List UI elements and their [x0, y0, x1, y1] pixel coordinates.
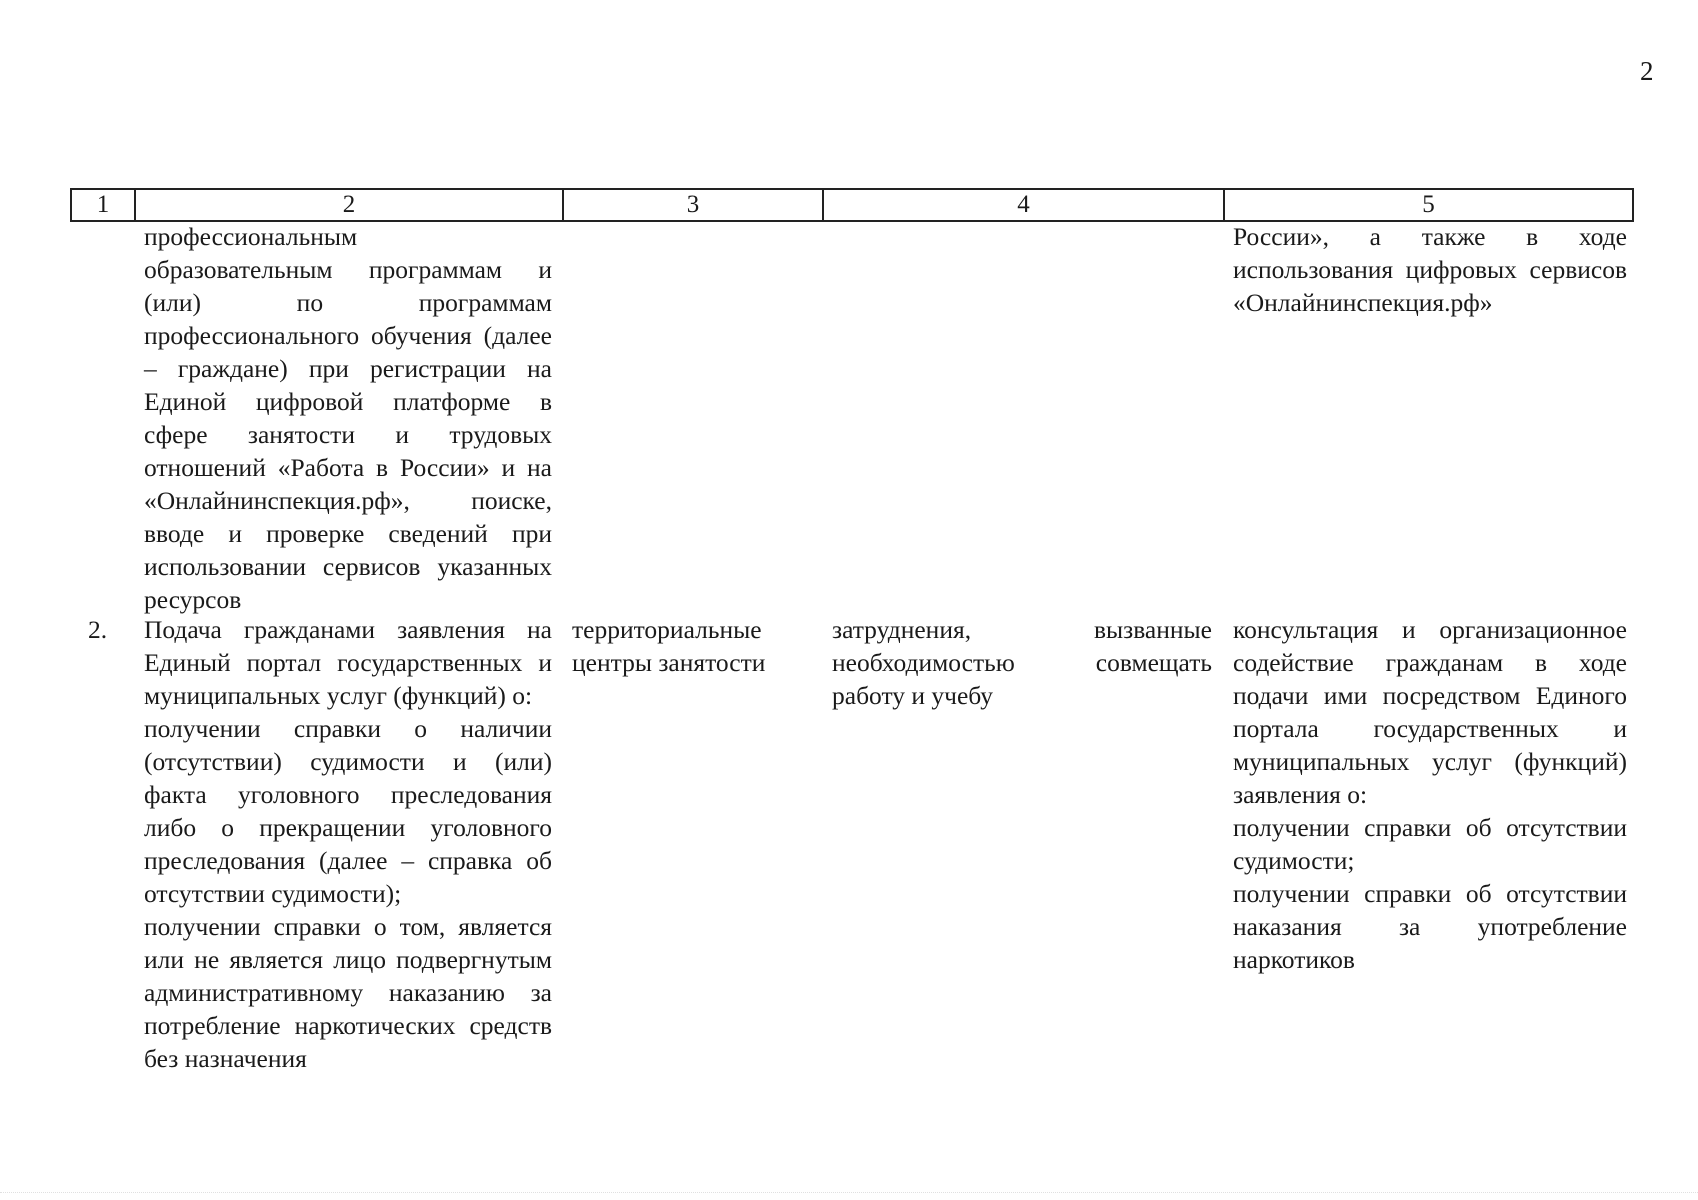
scan-edge-divider [0, 1192, 1698, 1193]
row2-support-paragraph: консультация и организационное содействие гражданам в ходе подачи ими посредством Единого портала государственных и муниципальных услуг (функций) заявления о: [1233, 615, 1627, 809]
column-header-2: 2 [136, 190, 564, 220]
row2-support-paragraph: получении справки об отсутствии судимости; [1233, 813, 1627, 875]
continuation-activity-text: профессиональным образовательным программам и (или) по программам профессионального обучения (далее – граждане) при регистрации на Единой цифровой платформе в сфере занятости и трудовых отношений «Работа в России» и на «Онлайнинспекция.рф», поиске, вводе и проверке сведений при использовании сервисов указанных ресурсов [144, 222, 552, 614]
row2-support-cell [1233, 613, 1627, 976]
column-header-4: 4 [824, 190, 1225, 220]
row2-activity-paragraph: Подача гражданами заявления на Единый портал государственных и муниципальных услуг (функций) о: [144, 615, 552, 710]
row2-activity-paragraph: получении справки о том, является или не является лицо подвергнутым административному наказанию за потребление наркотических средств без назначения [144, 912, 552, 1073]
row2-responsible-cell: территориальные центры занятости [572, 615, 766, 677]
column-header-3: 3 [564, 190, 824, 220]
row-number: 2. [88, 615, 108, 644]
page-number: 2 [1640, 56, 1654, 86]
row2-activity-paragraph: получении справки о наличии (отсутствии) судимости и (или) факта уголовного преследования либо о прекращении уголовного преследования (далее – справка об отсутствии судимости); [144, 714, 552, 908]
column-header-5: 5 [1422, 191, 1435, 218]
row2-activity-cell [144, 613, 552, 1075]
column-header-1: 1 [72, 190, 136, 220]
table-header-row [70, 188, 1634, 222]
row2-difficulty-cell: затруднения, вызванные необходимостью совмещать работу и учебу [832, 615, 1212, 710]
row2-support-paragraph: получении справки об отсутствии наказания за употребление наркотиков [1233, 879, 1627, 974]
continuation-support-text: России», а также в ходе использования цифровых сервисов «Онлайнинспекция.рф» [1233, 222, 1627, 317]
